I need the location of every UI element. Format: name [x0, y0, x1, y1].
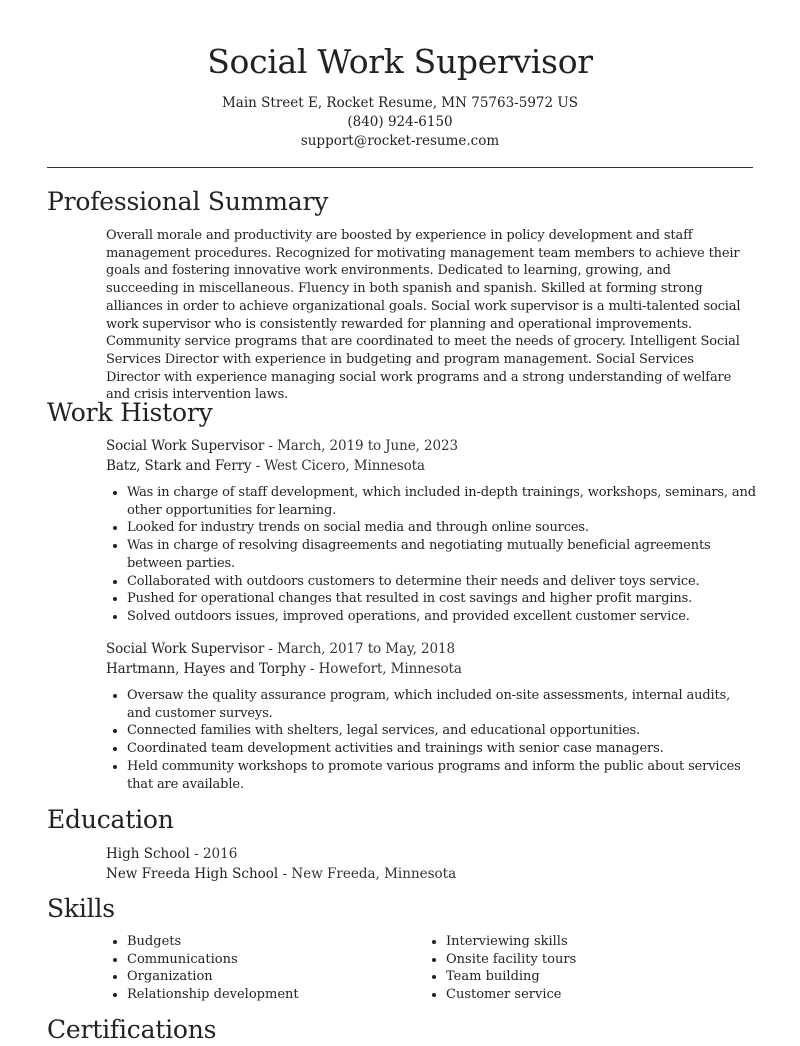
education-degree-line [106, 845, 456, 865]
job-title-line [106, 437, 756, 457]
skill-item: • Organization [127, 968, 425, 986]
job-bullet: • Was in charge of resolving disagreements and negotiating mutually beneficial agreements between parties. [127, 537, 756, 572]
job-title-line [106, 640, 756, 660]
contact-block [0, 94, 800, 151]
separator: - [189, 846, 203, 862]
job-dates: March, 2017 to May, 2018 [277, 641, 455, 657]
section-title-summary: Professional Summary [47, 187, 329, 216]
skill-item: • Team building [446, 968, 744, 986]
job-bullet: • Oversaw the quality assurance program, which included on-site assessments, internal audits, and customer surveys. [127, 687, 756, 722]
skill-item: • Relationship development [127, 986, 425, 1004]
job-bullet: • Collaborated with outdoors customers to determine their needs and deliver toys service. [127, 573, 756, 591]
section-title-education: Education [47, 805, 174, 834]
candidate-name: Social Work Supervisor [207, 42, 593, 81]
education-school: New Freeda High School [106, 865, 279, 882]
section-title-work: Work History [47, 398, 213, 427]
job-bullet: • Looked for industry trends on social media and through online sources. [127, 519, 756, 537]
job-bullets [106, 687, 756, 793]
job-bullet: • Held community workshops to promote various programs and inform the public about services that are available. [127, 758, 756, 793]
job-company-line [106, 660, 756, 680]
separator: - [251, 457, 265, 474]
education-location: New Freeda, Minnesota [291, 865, 457, 882]
section-title-skills: Skills [47, 894, 115, 923]
separator: - [305, 660, 319, 677]
job-title: Social Work Supervisor [106, 641, 265, 657]
separator: - [264, 641, 278, 657]
skill-item: • Interviewing skills [446, 933, 744, 951]
job-location: West Cicero, Minnesota [264, 457, 425, 474]
summary-text: Overall morale and productivity are boosted by experience in policy development and staff management procedures. Recognized for motivating management team members to achieve their goals and fostering innovative work environments. Dedicated to learning, growing, and succeeding in miscellaneous. Fluency in both spanish and spanish. Skilled at forming strong alliances in order to achieve organizational goals. Social work supervisor is a multi-talented social work supervisor who is consistently rewarded for planning and operational improvements. Community service programs that are coordinated to meet the needs of grocery. Intelligent Social Services Director with experience in budgeting and program management. Social Services Director with experience managing social work programs and a strong understanding of welfare and crisis intervention laws. [106, 228, 741, 403]
job-title: Social Work Supervisor [106, 438, 265, 454]
education-year: 2016 [202, 846, 238, 862]
education-school-line [106, 865, 456, 885]
job-company: Batz, Stark and Ferry [106, 457, 252, 474]
job-location: Howefort, Minnesota [318, 660, 462, 677]
job-bullet: • Solved outdoors issues, improved operations, and provided excellent customer service. [127, 608, 756, 626]
job-bullet: • Was in charge of staff development, which included in-depth trainings, workshops, seminars, and other opportunities for learning. [127, 484, 756, 519]
contact-email: support@rocket-resume.com [300, 133, 500, 149]
contact-address: Main Street E, Rocket Resume, MN 75763-5972 US [221, 95, 579, 111]
header-divider [47, 167, 753, 168]
education-degree: High School [106, 846, 190, 862]
job-bullets [106, 484, 756, 626]
skill-item: • Onsite facility tours [446, 951, 744, 969]
section-title-certifications: Certifications [47, 1015, 217, 1044]
job-bullet: • Pushed for operational changes that resulted in cost savings and higher profit margins. [127, 590, 756, 608]
job-bullet: • Connected families with shelters, legal services, and educational opportunities. [127, 722, 756, 740]
job-entry [106, 640, 756, 793]
skill-item: • Communications [127, 951, 425, 969]
separator: - [278, 865, 292, 882]
job-bullet: • Coordinated team development activities and trainings with senior case managers. [127, 740, 756, 758]
job-dates: March, 2019 to June, 2023 [277, 438, 458, 454]
job-company: Hartmann, Hayes and Torphy [106, 660, 306, 677]
skills-column-2 [425, 933, 744, 1004]
skills-column-1 [106, 933, 425, 1004]
skill-item: • Customer service [446, 986, 744, 1004]
separator: - [264, 438, 278, 454]
job-entry [106, 437, 756, 626]
skills-list [106, 933, 756, 1004]
skill-item: • Budgets [127, 933, 425, 951]
job-company-line [106, 457, 756, 477]
education-entry [106, 845, 456, 884]
contact-phone: (840) 924-6150 [347, 114, 453, 130]
resume-header [0, 0, 800, 151]
